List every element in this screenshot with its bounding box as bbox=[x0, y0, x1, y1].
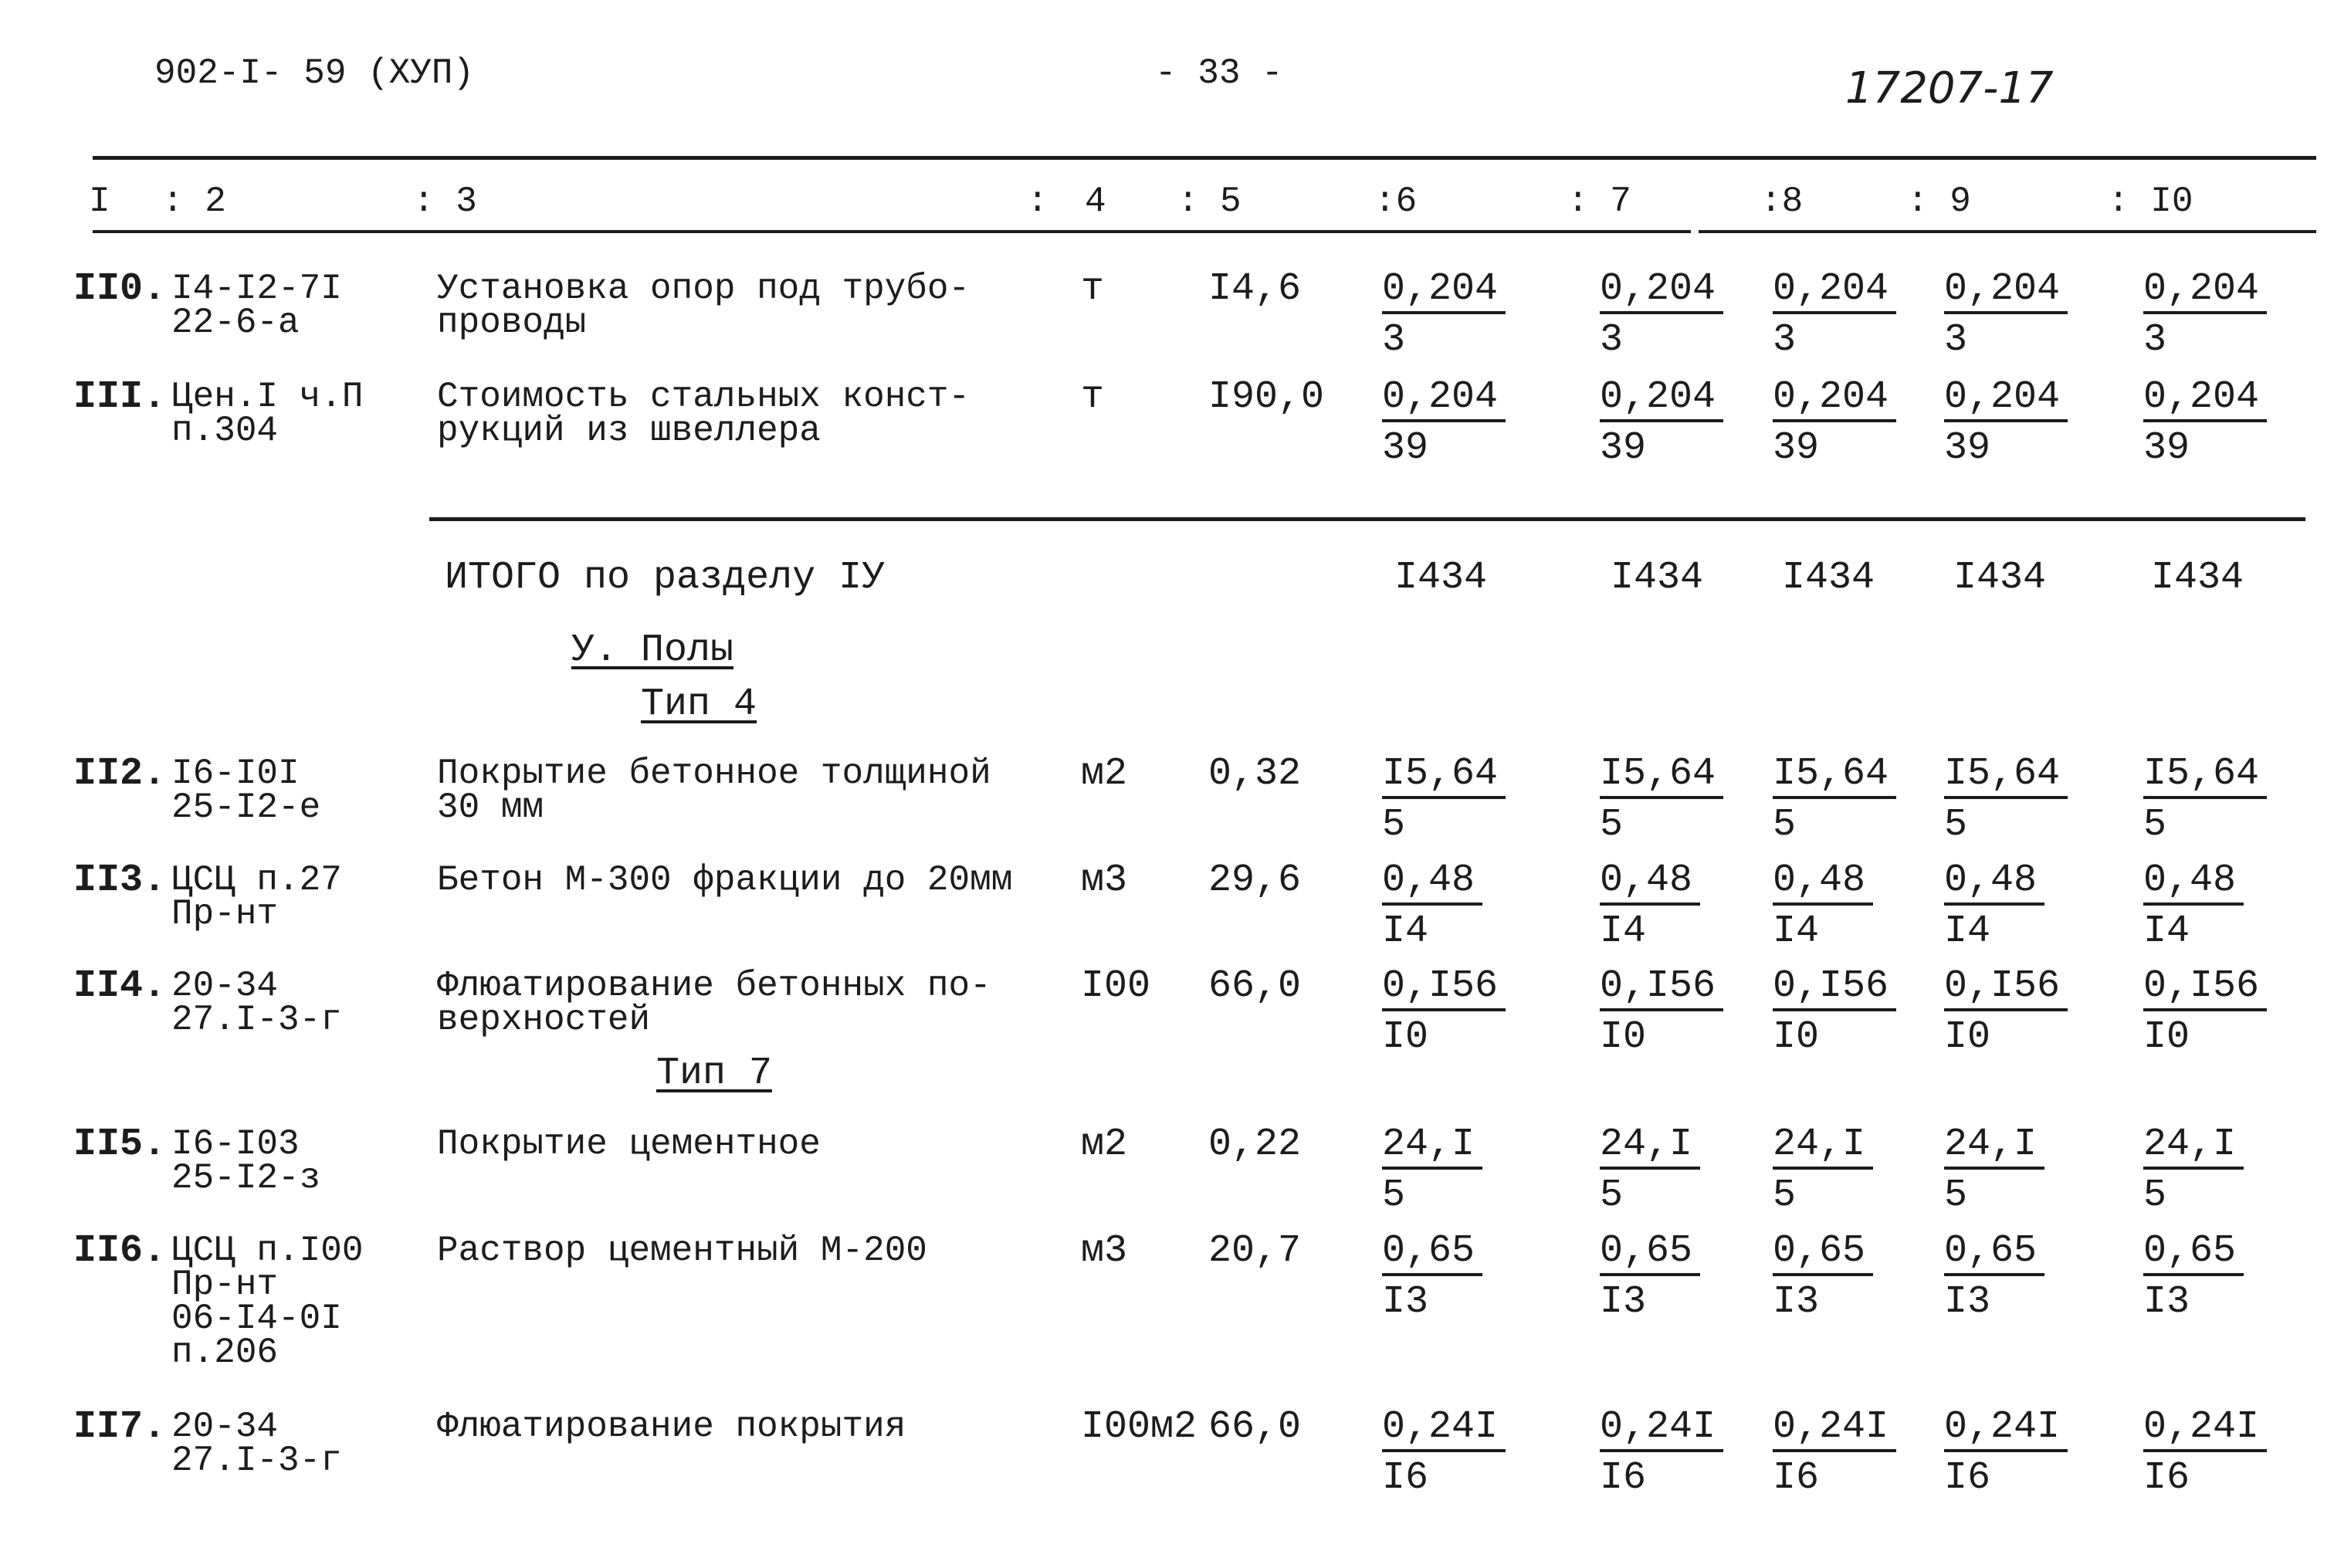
type-7-heading: Тип 7 bbox=[656, 1052, 773, 1096]
value-denominator: 39 bbox=[2143, 426, 2190, 470]
total-value: I434 bbox=[1394, 556, 1488, 600]
total-label: ИТОГО по разделу IУ bbox=[445, 556, 886, 600]
value-denominator: I0 bbox=[1773, 1015, 1820, 1059]
row-quantity: 0,32 bbox=[1208, 752, 1302, 796]
value-numerator: 0,24I bbox=[1382, 1406, 1506, 1452]
row-number: II7. bbox=[73, 1405, 167, 1449]
row-quantity: 29,6 bbox=[1208, 859, 1302, 903]
value-numerator: 24,I bbox=[1382, 1123, 1482, 1170]
value-cell bbox=[1600, 1121, 1700, 1222]
row-description: Покрытие бетонное толщиной 30 мм bbox=[437, 754, 991, 828]
total-value: I434 bbox=[1953, 556, 2047, 600]
value-cell bbox=[1382, 266, 1506, 367]
row-number: II6. bbox=[73, 1229, 167, 1273]
value-cell bbox=[2143, 1121, 2244, 1222]
value-denominator: 5 bbox=[1773, 1173, 1797, 1217]
value-denominator: I4 bbox=[1944, 909, 1991, 953]
value-denominator: I3 bbox=[1600, 1280, 1647, 1324]
row-number: II3. bbox=[73, 859, 167, 903]
row-description: Стоимость стальных конст- рукций из швеллера bbox=[437, 377, 971, 451]
value-cell bbox=[2143, 963, 2267, 1064]
row-number: II4. bbox=[73, 964, 167, 1008]
row-description: Флюатирование покрытия bbox=[437, 1407, 906, 1447]
value-denominator: 5 bbox=[2143, 803, 2167, 847]
value-cell bbox=[2143, 266, 2267, 367]
value-denominator: I0 bbox=[2143, 1015, 2190, 1059]
value-numerator: 24,I bbox=[1773, 1123, 1873, 1170]
row-number: II0. bbox=[73, 267, 167, 311]
row-number: II2. bbox=[73, 752, 167, 796]
total-value: I434 bbox=[1611, 556, 1704, 600]
value-denominator: I6 bbox=[1773, 1456, 1820, 1500]
value-cell bbox=[1773, 1404, 1896, 1505]
value-denominator: 3 bbox=[2143, 318, 2167, 362]
value-cell bbox=[1382, 1121, 1482, 1222]
value-numerator: 0,24I bbox=[1600, 1406, 1723, 1452]
value-numerator: 0,65 bbox=[2143, 1230, 2244, 1276]
value-denominator: 5 bbox=[1382, 803, 1406, 847]
value-cell bbox=[2143, 750, 2267, 852]
row-code: 20-34 27.I-3-г bbox=[171, 966, 342, 1040]
value-denominator: I4 bbox=[1382, 909, 1429, 953]
value-denominator: I6 bbox=[2143, 1456, 2190, 1500]
value-denominator: I6 bbox=[1944, 1456, 1991, 1500]
col-header-4: 4 bbox=[1085, 181, 1106, 222]
value-numerator: 0,I56 bbox=[1382, 965, 1506, 1011]
value-numerator: 24,I bbox=[2143, 1123, 2244, 1170]
value-numerator: 0,I56 bbox=[1600, 965, 1723, 1011]
col-header-1: I bbox=[89, 181, 110, 222]
row-number: II5. bbox=[73, 1123, 167, 1167]
value-cell bbox=[1944, 266, 2068, 367]
value-denominator: 39 bbox=[1944, 426, 1991, 470]
value-cell bbox=[1382, 374, 1506, 475]
value-cell bbox=[1600, 750, 1723, 852]
row-number: III. bbox=[73, 375, 167, 419]
value-numerator: 24,I bbox=[1944, 1123, 2044, 1170]
col-header-3: : 3 bbox=[413, 181, 477, 222]
value-denominator: I6 bbox=[1382, 1456, 1429, 1500]
value-cell bbox=[1600, 963, 1723, 1064]
value-denominator: I0 bbox=[1944, 1015, 1991, 1059]
value-numerator: 0,204 bbox=[1944, 268, 2068, 314]
value-numerator: 0,48 bbox=[1600, 859, 1700, 906]
col-header-5: 5 bbox=[1220, 181, 1242, 222]
value-numerator: I5,64 bbox=[2143, 753, 2267, 799]
type-4-heading: Тип 4 bbox=[641, 682, 757, 726]
value-cell bbox=[1600, 857, 1700, 958]
row-code: ЦСЦ п.27 Пр-нт bbox=[171, 860, 342, 934]
value-cell bbox=[1382, 857, 1482, 958]
value-denominator: 5 bbox=[1944, 803, 1968, 847]
row-code: ЦСЦ п.I00 Пр-нт 06-I4-0I п.206 bbox=[171, 1231, 364, 1373]
col-header-7: : 7 bbox=[1567, 181, 1631, 222]
value-numerator: 0,204 bbox=[1600, 376, 1723, 422]
header-underline-left bbox=[93, 230, 1691, 233]
col-separator: : bbox=[1027, 181, 1048, 222]
value-numerator: 0,204 bbox=[2143, 268, 2267, 314]
value-cell bbox=[1773, 374, 1896, 475]
value-cell bbox=[1382, 1404, 1506, 1505]
value-denominator: I4 bbox=[2143, 909, 2190, 953]
value-cell bbox=[1382, 750, 1506, 852]
value-numerator: 0,65 bbox=[1944, 1230, 2044, 1276]
value-denominator: 5 bbox=[1600, 1173, 1624, 1217]
value-numerator: 0,204 bbox=[1382, 376, 1506, 422]
value-numerator: 0,24I bbox=[2143, 1406, 2267, 1452]
row-unit: т bbox=[1081, 267, 1105, 311]
value-cell bbox=[2143, 857, 2244, 958]
value-cell bbox=[2143, 1228, 2244, 1329]
value-numerator: I5,64 bbox=[1773, 753, 1896, 799]
value-numerator: 0,48 bbox=[1382, 859, 1482, 906]
value-numerator: 0,24I bbox=[1773, 1406, 1896, 1452]
value-denominator: 5 bbox=[1600, 803, 1624, 847]
row-quantity: 20,7 bbox=[1208, 1229, 1302, 1273]
row-description: Бетон М-300 фракции до 20мм bbox=[437, 860, 1013, 900]
value-denominator: 3 bbox=[1773, 318, 1797, 362]
col-header-10: : I0 bbox=[2108, 181, 2193, 222]
value-cell bbox=[1944, 963, 2068, 1064]
row-code: I4-I2-7I 22-6-a bbox=[171, 269, 342, 343]
row-description: Раствор цементный М-200 bbox=[437, 1231, 927, 1271]
value-denominator: I4 bbox=[1773, 909, 1820, 953]
value-numerator: 0,I56 bbox=[2143, 965, 2267, 1011]
value-cell bbox=[1600, 1404, 1723, 1505]
value-numerator: 0,48 bbox=[2143, 859, 2244, 906]
value-denominator: 5 bbox=[1944, 1173, 1968, 1217]
col-header-2: : 2 bbox=[162, 181, 226, 222]
col-header-8: :8 bbox=[1760, 181, 1804, 222]
row-quantity: I90,0 bbox=[1208, 375, 1325, 419]
value-cell bbox=[1773, 1228, 1873, 1329]
value-denominator: 39 bbox=[1382, 426, 1429, 470]
header-underline-right bbox=[1699, 230, 2316, 233]
row-code: 20-34 27.I-3-г bbox=[171, 1407, 342, 1481]
row-quantity: I4,6 bbox=[1208, 267, 1302, 311]
value-cell bbox=[1773, 857, 1873, 958]
row-description: Флюатирование бетонных по- верхностей bbox=[437, 966, 991, 1040]
value-numerator: 0,I56 bbox=[1773, 965, 1896, 1011]
value-denominator: I0 bbox=[1382, 1015, 1429, 1059]
value-denominator: I0 bbox=[1600, 1015, 1647, 1059]
value-denominator: I4 bbox=[1600, 909, 1647, 953]
row-description: Установка опор под трубо- проводы bbox=[437, 269, 971, 343]
value-numerator: 0,204 bbox=[1773, 268, 1896, 314]
value-numerator: 0,65 bbox=[1382, 1230, 1482, 1276]
value-denominator: 5 bbox=[1773, 803, 1797, 847]
row-unit: м2 bbox=[1081, 1123, 1128, 1167]
value-denominator: 3 bbox=[1382, 318, 1406, 362]
row-quantity: 66,0 bbox=[1208, 1405, 1302, 1449]
value-numerator: I5,64 bbox=[1600, 753, 1723, 799]
row-unit: I00м2 bbox=[1081, 1405, 1197, 1449]
value-denominator: 3 bbox=[1944, 318, 1968, 362]
value-numerator: 0,204 bbox=[1773, 376, 1896, 422]
value-denominator: I3 bbox=[1944, 1280, 1991, 1324]
row-description: Покрытие цементное bbox=[437, 1124, 821, 1164]
page-number: - 33 - bbox=[1155, 53, 1283, 93]
row-code: I6-I03 25-I2-з bbox=[171, 1124, 321, 1198]
col-separator: : bbox=[1177, 181, 1199, 222]
top-rule bbox=[93, 156, 2316, 160]
value-cell bbox=[1944, 374, 2068, 475]
value-cell bbox=[1600, 374, 1723, 475]
row-quantity: 66,0 bbox=[1208, 964, 1302, 1008]
row-unit: т bbox=[1081, 375, 1105, 419]
value-denominator: 5 bbox=[1382, 1173, 1406, 1217]
value-numerator: 0,204 bbox=[2143, 376, 2267, 422]
value-denominator: 3 bbox=[1600, 318, 1624, 362]
value-numerator: 0,48 bbox=[1944, 859, 2044, 906]
total-value: I434 bbox=[2151, 556, 2244, 600]
value-cell bbox=[1944, 750, 2068, 852]
value-denominator: 5 bbox=[2143, 1173, 2167, 1217]
value-numerator: 0,204 bbox=[1382, 268, 1506, 314]
row-unit: м3 bbox=[1081, 1229, 1128, 1273]
value-numerator: 0,65 bbox=[1600, 1230, 1700, 1276]
value-cell bbox=[1382, 963, 1506, 1064]
document-code: 902-I- 59 (XУП) bbox=[154, 53, 475, 93]
value-numerator: I5,64 bbox=[1382, 753, 1506, 799]
row-code: I6-I0I 25-I2-e bbox=[171, 754, 321, 828]
value-denominator: I3 bbox=[1773, 1280, 1820, 1324]
value-cell bbox=[1382, 1228, 1482, 1329]
value-cell bbox=[1944, 1404, 2068, 1505]
row-code: Цен.I ч.П п.304 bbox=[171, 377, 364, 451]
value-cell bbox=[1944, 1121, 2044, 1222]
value-denominator: I3 bbox=[1382, 1280, 1429, 1324]
value-denominator: 39 bbox=[1600, 426, 1647, 470]
section-title: У. Полы bbox=[571, 628, 734, 672]
row-unit: м2 bbox=[1081, 752, 1128, 796]
value-denominator: I6 bbox=[1600, 1456, 1647, 1500]
value-numerator: 0,204 bbox=[1600, 268, 1723, 314]
value-cell bbox=[1773, 963, 1896, 1064]
reference-code: 17207-17 bbox=[1845, 63, 2054, 113]
row-unit: I00 bbox=[1081, 964, 1151, 1008]
value-cell bbox=[1773, 750, 1896, 852]
value-numerator: I5,64 bbox=[1944, 753, 2068, 799]
row-quantity: 0,22 bbox=[1208, 1123, 1302, 1167]
value-cell bbox=[1600, 1228, 1700, 1329]
value-cell bbox=[2143, 374, 2267, 475]
value-denominator: I3 bbox=[2143, 1280, 2190, 1324]
col-header-9: : 9 bbox=[1907, 181, 1971, 222]
value-numerator: 0,I56 bbox=[1944, 965, 2068, 1011]
row-unit: м3 bbox=[1081, 859, 1128, 903]
value-cell bbox=[1600, 266, 1723, 367]
value-denominator: 39 bbox=[1773, 426, 1820, 470]
total-value: I434 bbox=[1782, 556, 1875, 600]
col-header-6: :6 bbox=[1374, 181, 1418, 222]
value-numerator: 0,24I bbox=[1944, 1406, 2068, 1452]
value-cell bbox=[2143, 1404, 2267, 1505]
value-numerator: 24,I bbox=[1600, 1123, 1700, 1170]
total-rule bbox=[429, 517, 2305, 521]
value-numerator: 0,65 bbox=[1773, 1230, 1873, 1276]
value-numerator: 0,48 bbox=[1773, 859, 1873, 906]
value-numerator: 0,204 bbox=[1944, 376, 2068, 422]
value-cell bbox=[1944, 1228, 2044, 1329]
value-cell bbox=[1773, 1121, 1873, 1222]
value-cell bbox=[1773, 266, 1896, 367]
value-cell bbox=[1944, 857, 2044, 958]
